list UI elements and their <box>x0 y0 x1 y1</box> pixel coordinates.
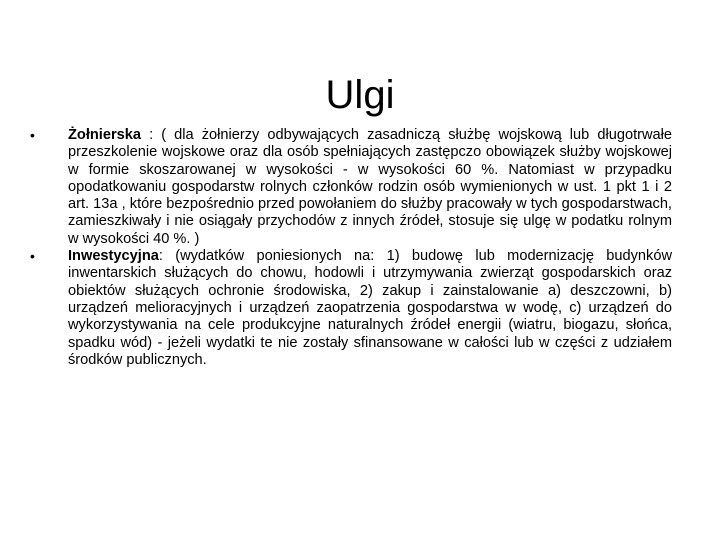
bullet-term: Żołnierska <box>68 127 141 143</box>
bullet-text: : (wydatków poniesionych na: 1) budowę lub modernizację budynków inwentarskich służących do chowu, hodowli i utrzymywania zwierząt gospodarskich oraz obiektów służących ochronie środowiska, 2) zakup i zainstalowanie a) deszczowni, b) urządzeń melioracyjnych i urządzeń zaopatrzenia gospodarstwa w wodę, c) urządzeń do wykorzystywania na cele produkcyjne naturalnych źródeł energii (wiatru, biogazu, słońca, spadku wód) - jeżeli wydatki te nie zostały sfinansowane w całości lub w części z udziałem środków publicznych. <box>68 248 672 368</box>
bullet-text: : ( dla żołnierzy odbywających zasadniczą służbę wojskową lub długotrwałe przeszkolenie wojskowe oraz dla osób spełniających zastępczo obowiązek służby wojskowej w formie skoszarowanej w wysokości - w wysokości 60 %. Natomiast w przypadku opodatkowaniu gospodarstw rolnych członków rodzin osób wymienionych w ust. 1 pkt 1 i 2 art. 13a , które bezpośrednio przed powołaniem do służby pracowały w tych gospodarstwach, zamieszkiwały i nie osiągały przychodów z innych źródeł, stosuje się ulgę w podatku rolnym w wysokości 40 %. ) <box>68 127 672 247</box>
bullet-dot-icon: • <box>30 248 35 265</box>
bullet-item-inwestycyjna <box>30 248 672 369</box>
slide-title: Ulgi <box>325 72 395 117</box>
bullet-list <box>30 127 672 369</box>
bullet-item-zolnierska <box>30 127 672 248</box>
bullet-term: Inwestycyjna <box>68 248 159 265</box>
bullet-dot-icon: • <box>30 127 35 143</box>
